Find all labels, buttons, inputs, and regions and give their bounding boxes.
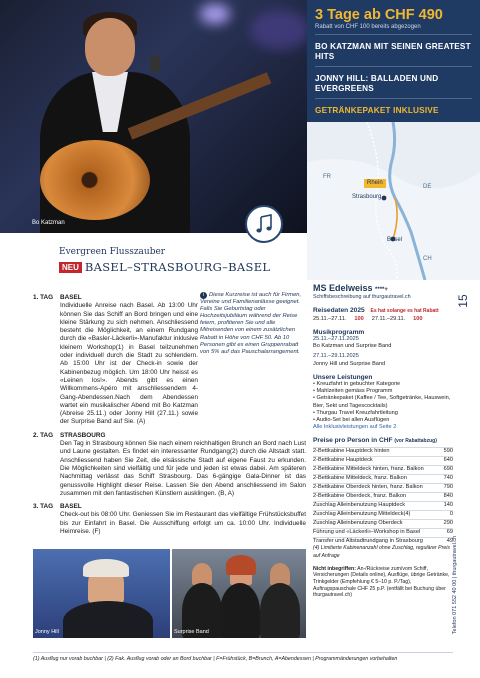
exclusions	[313, 566, 453, 599]
price-item: 2-Bettkabine Hauptdeck hinten	[313, 448, 390, 455]
price-item: 2-Bettkabine Mitteldeck, franz. Balkon	[313, 475, 407, 481]
date-range: 27.11.–29.11.	[371, 315, 406, 322]
price-value: 690	[443, 466, 453, 473]
stage-light	[200, 4, 230, 24]
itinerary-day	[33, 503, 306, 536]
day-heading: BASEL	[60, 294, 82, 301]
price-item: 2-Bettkabine Mitteldeck hinten, franz. Balkon	[313, 466, 424, 473]
info-icon: i	[200, 292, 207, 299]
price-row	[313, 447, 453, 456]
dates-row	[313, 316, 453, 323]
price-item: 2-Bettkabine Oberdeck, franz. Balkon	[313, 492, 406, 499]
divider	[315, 98, 472, 99]
person-hair	[83, 559, 129, 577]
title-line	[59, 260, 270, 274]
music-item: Jonny Hill und Surprise Band	[313, 360, 386, 367]
price-value: 290	[443, 519, 453, 526]
price-table	[313, 447, 453, 546]
service-item: • Getränkepaket (Kaffee / Tee, Softgetränke, Hauswein, Bier, Sekt und Tagescocktails)	[313, 395, 453, 409]
date-discount: 100	[354, 315, 364, 322]
info-note	[200, 292, 305, 356]
photo-caption: Surprise Band	[174, 629, 209, 635]
price-item: 2-Bettkabine Hauptdeck	[313, 457, 373, 464]
price-value: 49	[446, 537, 453, 544]
prices-subtitle: (vor Rabattabzug)	[394, 438, 437, 445]
price-value: 740	[443, 475, 453, 481]
person-body	[63, 601, 153, 638]
country-label-ch: CH	[423, 256, 432, 262]
itinerary-day	[33, 294, 198, 427]
discount-note: Rabatt von CHF 100 bereits abgezogen	[315, 24, 421, 30]
section-title-dates	[313, 307, 453, 315]
country-label-fr: FR	[323, 174, 331, 180]
price-value: 140	[443, 501, 453, 508]
day-text: Individuelle Anreise nach Basel. Ab 13:00 Uhr können Sie das Schiff an Bord bringen und eine kleine Stärkung zu sich nehmen. Anschliessend besteht die Möglichkeit, an einem Rundgang durch die «Basler-Läckerli»-Manufaktur inklusive kleinem Workshop(1) in Basel teilzunehmen oder individuell durch die Stadt zu schlendern. Ab 15:00 Uhr ist der Check-in sowie der Kabinenbezug möglich. Um 18:00 Uhr heisst es «Leinen los!». Abends gibt es einen Willkommens-Apéro mit anschliessendem 4-Gang-Abendessen.Nach dem Abendessen wartet ein musikalischer Abend mit Bo Katzman (Abreise 25.11.) oder Jonny Hill (27.11.) sowie der Surprise Band auf Sie. (A)	[60, 302, 198, 426]
price-value: 590	[443, 448, 453, 455]
price-item: 2-Bettkabine Oberdeck hinten, franz. Balkon	[313, 483, 423, 490]
person-head	[192, 563, 212, 585]
ship-link[interactable]: Schiffsbeschreibung auf thurgautravel.ch	[313, 294, 411, 301]
price-row	[313, 492, 453, 501]
price-value: 790	[443, 483, 453, 490]
person-body	[220, 583, 260, 638]
title-block	[59, 247, 270, 274]
service-item: • Kreuzfahrt in gebuchter Kategorie	[313, 381, 453, 388]
day-label: 3. TAG	[33, 503, 54, 511]
music-item: 27.11.–29.11.2025	[313, 353, 359, 360]
price-item: Führung und «Läckerli»-Workshop in Basel	[313, 528, 421, 535]
price-row	[313, 465, 453, 474]
divider	[315, 34, 472, 35]
day-content	[60, 503, 306, 536]
note-text: Diese Kurzreise ist auch für Firmen, Vereine und Familienanlässe geeignet. Falls Sie Geburtstag oder Hochzeitsjubiläum während der Reise feiern, profitieren Sie und alle Mitreisenden von einem zusätzlichen Rabatt in Höhe von CHF 50. Ab 10 Personen gibt es einen Gruppenrabatt von 5% auf das Pauschalarrangement.	[200, 292, 302, 355]
ship-title: MS Edelweiss	[313, 283, 373, 293]
price-row	[313, 501, 453, 510]
service-item: • Thurgau Travel Kreuzfahrtleitung	[313, 410, 453, 417]
ship-stars: ****+	[375, 287, 388, 293]
price-row	[313, 510, 453, 519]
price-row	[313, 528, 453, 537]
city-label-strasbourg: Strasbourg	[352, 194, 382, 200]
service-item: • Mahlzeiten gemäss Programm	[313, 388, 453, 395]
section-title-services: Unsere Leistungen	[313, 373, 373, 381]
person-head	[270, 563, 290, 585]
day-text: Den Tag in Strasbourg können Sie nach einem reichhaltigen Brunch an Bord nach Lust und Laune gestalten. Es findet ein interessanter Rundgang(2) durch die Altstadt statt. Anschliessend haben Sie Zeit, die elsässische Stadt auf eigene Faust zu erkunden. Die Möglichkeiten sind vielfältig und für jede und jeden ist etwas dabei. Am späteren Nachmittag verlässt das Schiff Strasbourg. Das 6-gängige Gala-Dinner ist das genussvolle Highlight dieser Reise. Lassen Sie den Abend anschliessend im Salon zusammen mit den fantastischen Künstlern ausklingen. (B, A)	[60, 440, 306, 497]
price-value: 69	[446, 528, 453, 535]
service-item: • Audio-Set bei allen Ausflügen	[313, 417, 453, 424]
microphone	[150, 56, 160, 72]
highlight-3: GETRÄNKEPAKET INKLUSIVE	[315, 106, 439, 115]
stage-light	[250, 10, 307, 50]
day-heading: STRASBOURG	[60, 431, 106, 439]
day-content	[60, 432, 306, 498]
music-note-icon	[245, 205, 283, 243]
hero-photo	[0, 0, 307, 233]
day-content	[60, 294, 198, 427]
section-title-music: Musikprogramm	[313, 328, 365, 336]
price-item: Zuschlag Alleinbenutzung Mitteldeck(4)	[313, 510, 411, 517]
price-value: 640	[443, 457, 453, 464]
day-label: 1. TAG	[33, 294, 54, 301]
promo-box	[307, 0, 480, 122]
highlight-2: JONNY HILL: BALLADEN UND EVERGREENS	[315, 74, 439, 93]
photo-jonny-hill	[33, 549, 170, 638]
services-list	[313, 381, 453, 424]
day-heading: BASEL	[60, 503, 82, 511]
price-headline: 3 Tage ab CHF 490	[315, 7, 443, 23]
prices-title: Preise pro Person in CHF	[313, 437, 393, 445]
price-row	[313, 537, 453, 546]
person-hair	[226, 555, 256, 575]
price-item: Transfer und Altstadtrundgang in Strasbourg	[313, 537, 423, 544]
date-discount: 100	[413, 315, 423, 322]
price-row	[313, 483, 453, 492]
photo-caption: Bo Katzman	[32, 220, 65, 226]
new-badge: NEU	[59, 262, 82, 273]
price-value: 0	[449, 510, 453, 517]
footer-legend: (1) Ausflug nur vorab buchbar | (2) Fak. Ausflug vorab oder an Bord buchbar | F=Frühstück, B=Brunch, A=Abendessen | Programmänderungen vorbehalten	[33, 652, 453, 662]
itinerary-day	[33, 432, 306, 498]
services-link[interactable]: Alle Inklusivleistungen auf Seite 2	[313, 424, 397, 431]
river-label: Rhein	[367, 180, 383, 186]
price-value: 840	[443, 492, 453, 499]
day-text: Check-out bis 08:00 Uhr. Geniessen Sie im Restaurant das vielfältige Frühstücksbuffet bis zur Einfahrt in Basel. Die Ausschiffung erfolgt um ca. 10:00 Uhr. Individuelle Heimreise. (F)	[60, 511, 306, 536]
photo-caption: Jonny Hill	[35, 629, 59, 635]
price-row	[313, 519, 453, 528]
page-number: 15	[456, 294, 470, 308]
day-label: 2. TAG	[33, 431, 54, 439]
price-row	[313, 474, 453, 483]
early-bird-note: Es hat solange es hat Rabatt	[370, 308, 439, 315]
contact-info: Telefon 071 552 40 00 | thurgautravel.ch	[452, 535, 458, 635]
price-row	[313, 456, 453, 465]
divider	[315, 66, 472, 67]
country-label-de: DE	[423, 184, 432, 190]
dates-title: Reisedaten 2025	[313, 307, 365, 315]
price-item: Zuschlag Alleinbenutzung Hauptdeck	[313, 501, 406, 508]
section-title-prices	[313, 437, 453, 445]
date-range: 25.11.–27.11.	[313, 315, 347, 322]
guitar	[40, 140, 150, 220]
person-body	[260, 583, 300, 638]
kicker: Evergreen Flusszauber	[59, 247, 166, 257]
sidebar	[313, 285, 453, 599]
music-item: Bo Katzman und Surprise Band	[313, 343, 392, 350]
ship-name	[313, 285, 453, 294]
performer-head	[85, 18, 135, 76]
price-item: Zuschlag Alleinbenutzung Oberdeck	[313, 519, 403, 526]
city-label-basel: Basel	[387, 237, 403, 243]
exclusions-text: An-/Rückreise zum/vom Schiff, Versicherungen (Details online), Ausflüge, übrige Getränke, Trinkgelder (Empfehlung € 5–10 p. P./Tag), Auftragspauschale CHF 25 p.P. (entfällt bei Buchung über thurgautravel.ch)	[313, 565, 450, 599]
prices-footnote: (4) Limitierte Kabinenanzahl ohne Zuschlag, regulärer Preis auf Anfrage	[313, 545, 450, 559]
route-title: BASEL–STRASBOURG–BASEL	[84, 260, 271, 274]
exclusions-label: Nicht inbegriffen:	[313, 565, 356, 572]
music-item: 25.11.–27.11.2025	[313, 336, 359, 343]
highlight-1: BO KATZMAN MIT SEINEN GREATEST HITS	[315, 42, 471, 61]
route-map	[307, 122, 480, 280]
photo-surprise-band	[172, 549, 306, 638]
